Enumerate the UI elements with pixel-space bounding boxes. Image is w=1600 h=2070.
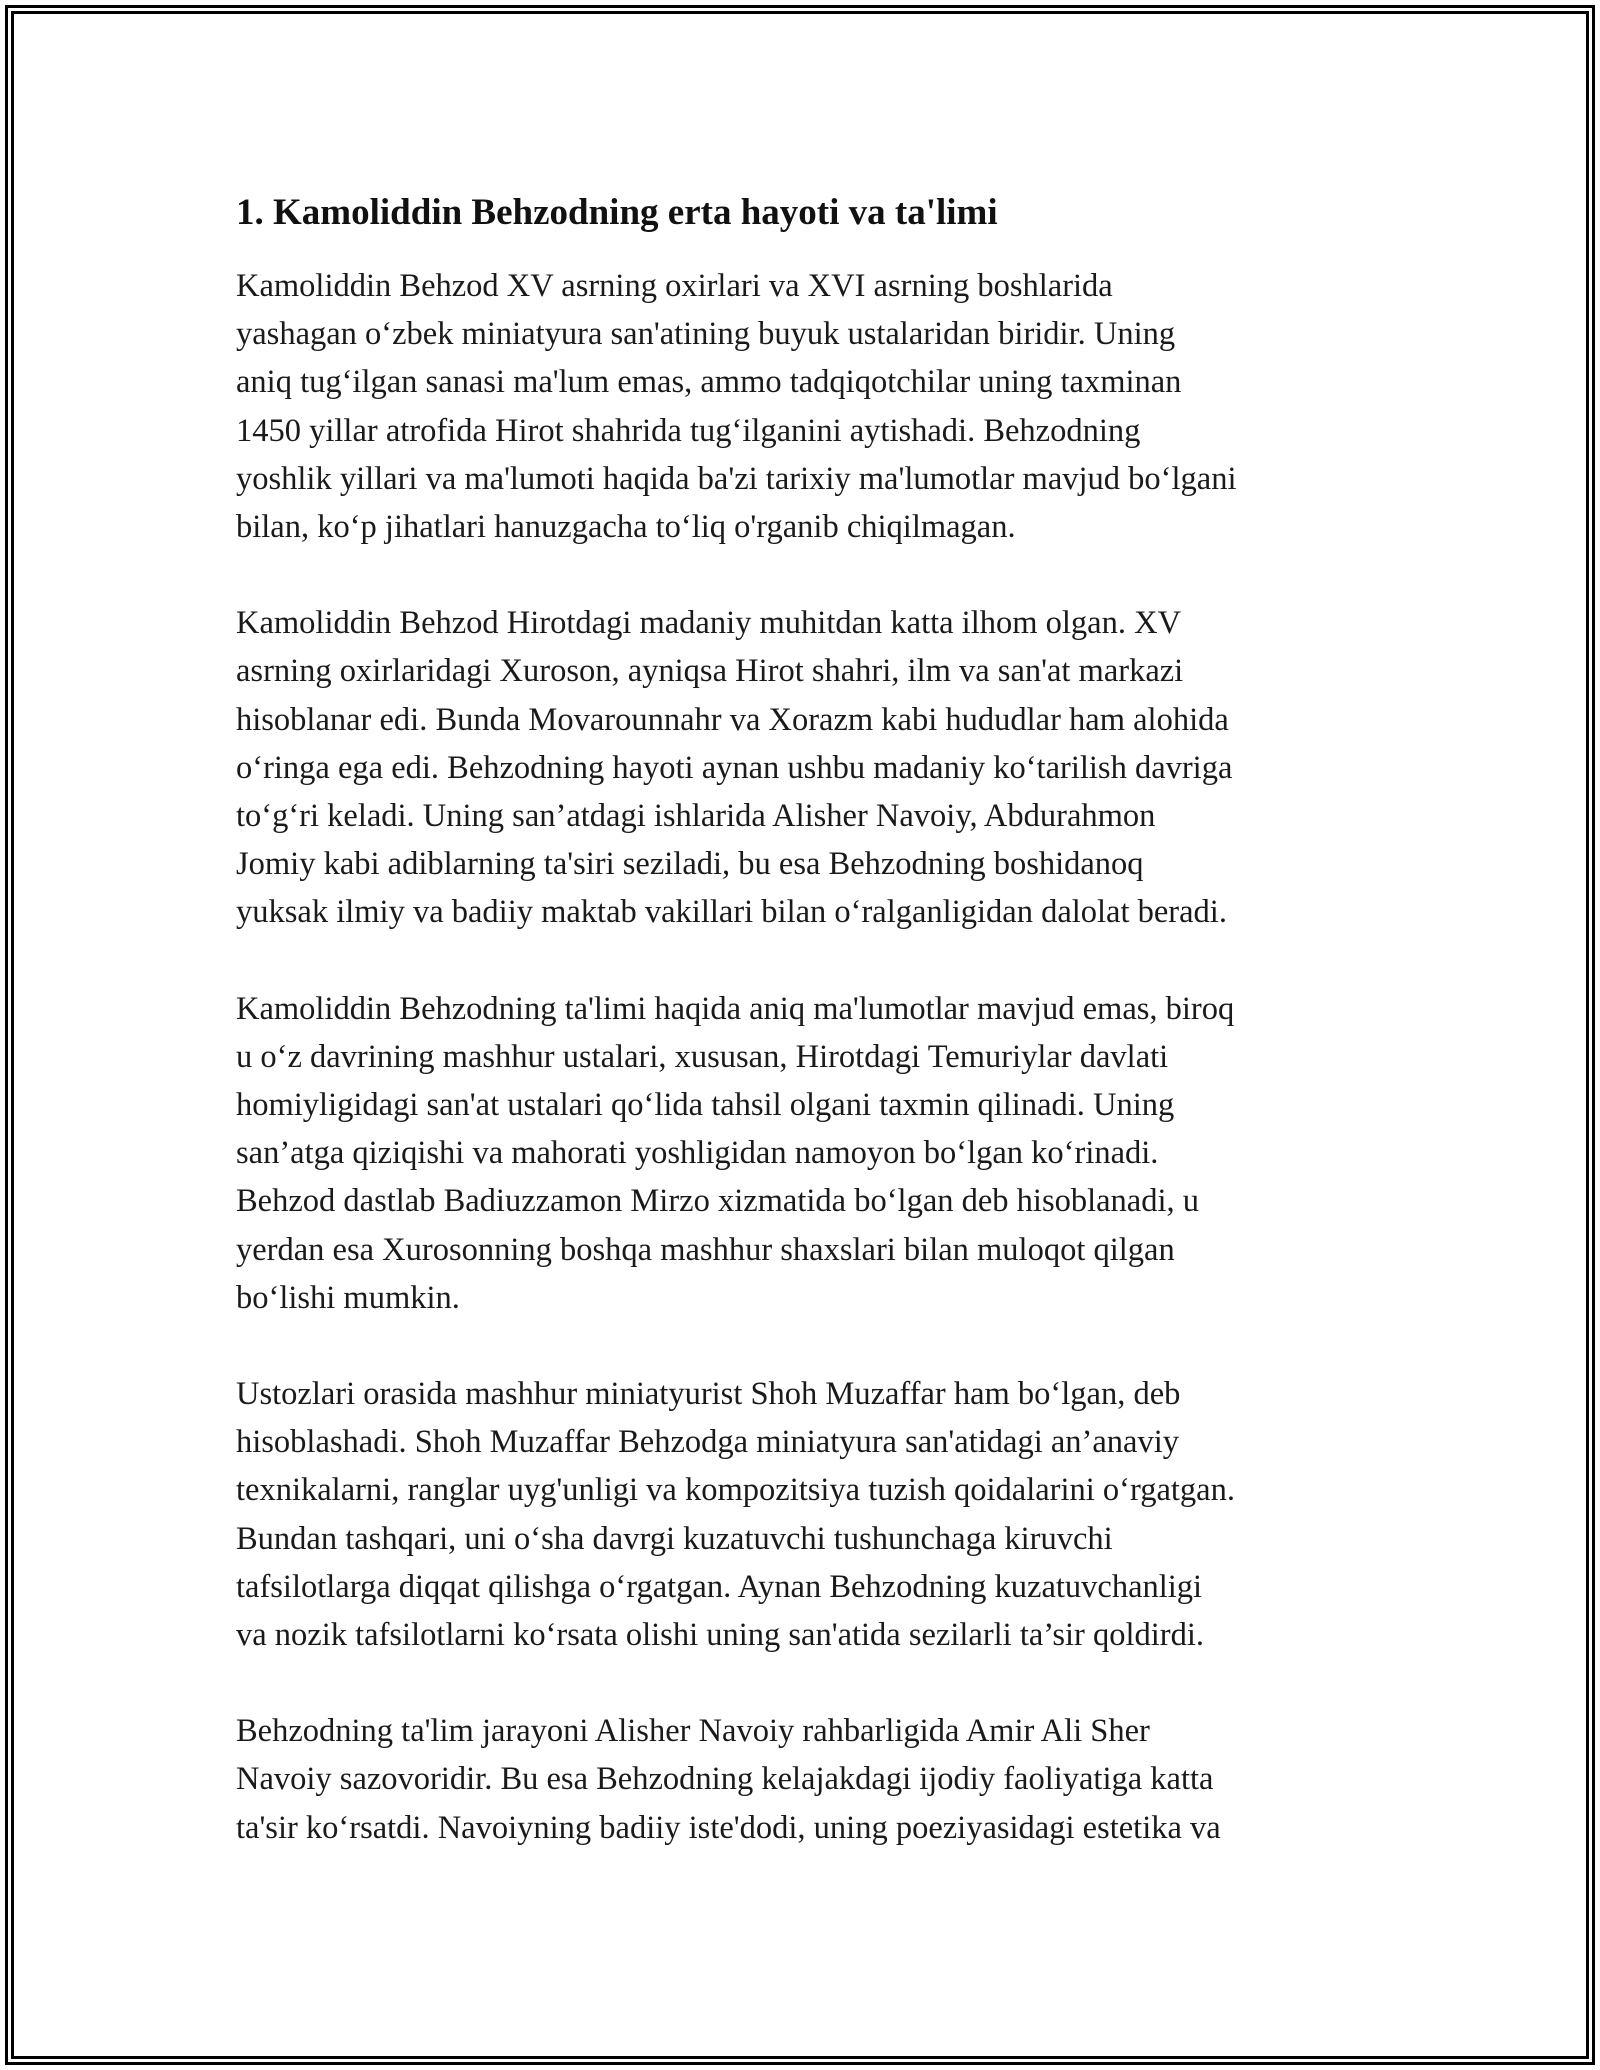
paragraph-5: Behzodning ta'lim jarayoni Alisher Navoiy rahbarligida Amir Ali Sher Navoiy sazovoridir. Bu esa Behzodning kelajakdagi ijodiy faoliyatiga katta ta'sir ko‘rsatdi. Navoiyning badiiy iste'dodi, uning poeziyasidagi estetika va: [236, 1713, 1221, 1846]
paragraph-1: Kamoliddin Behzod XV asrning oxirlari va XVI asrning boshlarida yashagan o‘zbek miniatyura san'atining buyuk ustalaridan biridir. Uning aniq tug‘ilgan sanasi ma'lum emas, ammo tadqiqotchilar uning taxminan 1450 yillar atrofida Hirot shahrida tug‘ilganini aytishadi. Behzodning yoshlik yillari va ma'lumoti haqida ba'zi tarixiy ma'lumotlar mavjud bo‘lgani bilan, ko‘p jihatlari hanuzgacha to‘liq o'rganib chiqilmagan.: [236, 268, 1237, 546]
document-body: [236, 188, 1372, 1900]
paragraph-4: Ustozlari orasida mashhur miniatyurist Shoh Muzaffar ham bo‘lgan, deb hisoblashadi. Shoh Muzaffar Behzodga miniatyura san'atidagi an’anaviy texnikalarni, ranglar uyg'unligi va kompozitsiya tuzish qoidalarini o‘rgatgan. Bundan tashqari, uni o‘sha davrgi kuzatuvchi tushunchaga kiruvchi tafsilotlarga diqqat qilishga o‘rgatgan. Aynan Behzodning kuzatuvchanligi va nozik tafsilotlarni ko‘rsata olishi uning san'atida sezilarli ta’sir qoldirdi.: [236, 1376, 1235, 1654]
paragraph-2: Kamoliddin Behzod Hirotdagi madaniy muhitdan katta ilhom olgan. XV asrning oxirlaridagi Xuroson, ayniqsa Hirot shahri, ilm va san'at markazi hisoblanar edi. Bunda Movarounnahr va Xorazm kabi hududlar ham alohida o‘ringa ega edi. Behzodning hayoti aynan ushbu madaniy ko‘tarilish davriga to‘g‘ri keladi. Uning san’atdagi ishlarida Alisher Navoiy, Abdurahmon Jomiy kabi adiblarning ta'siri seziladi, bu esa Behzodning boshidanoq yuksak ilmiy va badiiy maktab vakillari bilan o‘ralganligidan dalolat beradi.: [236, 605, 1233, 931]
section-heading: 1. Kamoliddin Behzodning erta hayoti va ta'limi: [236, 192, 998, 233]
paragraph-3: Kamoliddin Behzodning ta'limi haqida aniq ma'lumotlar mavjud emas, biroq u o‘z davrining mashhur ustalari, xususan, Hirotdagi Temuriylar davlati homiyligidagi san'at ustalari qo‘lida tahsil olgani taxmin qilinadi. Uning san’atga qiziqishi va mahorati yoshligidan namoyon bo‘lgan ko‘rinadi. Behzod dastlab Badiuzzamon Mirzo xizmatida bo‘lgan deb hisoblanadi, u yerdan esa Xurosonning boshqa mashhur shaxslari bilan muloqot qilgan bo‘lishi mumkin.: [236, 990, 1235, 1316]
